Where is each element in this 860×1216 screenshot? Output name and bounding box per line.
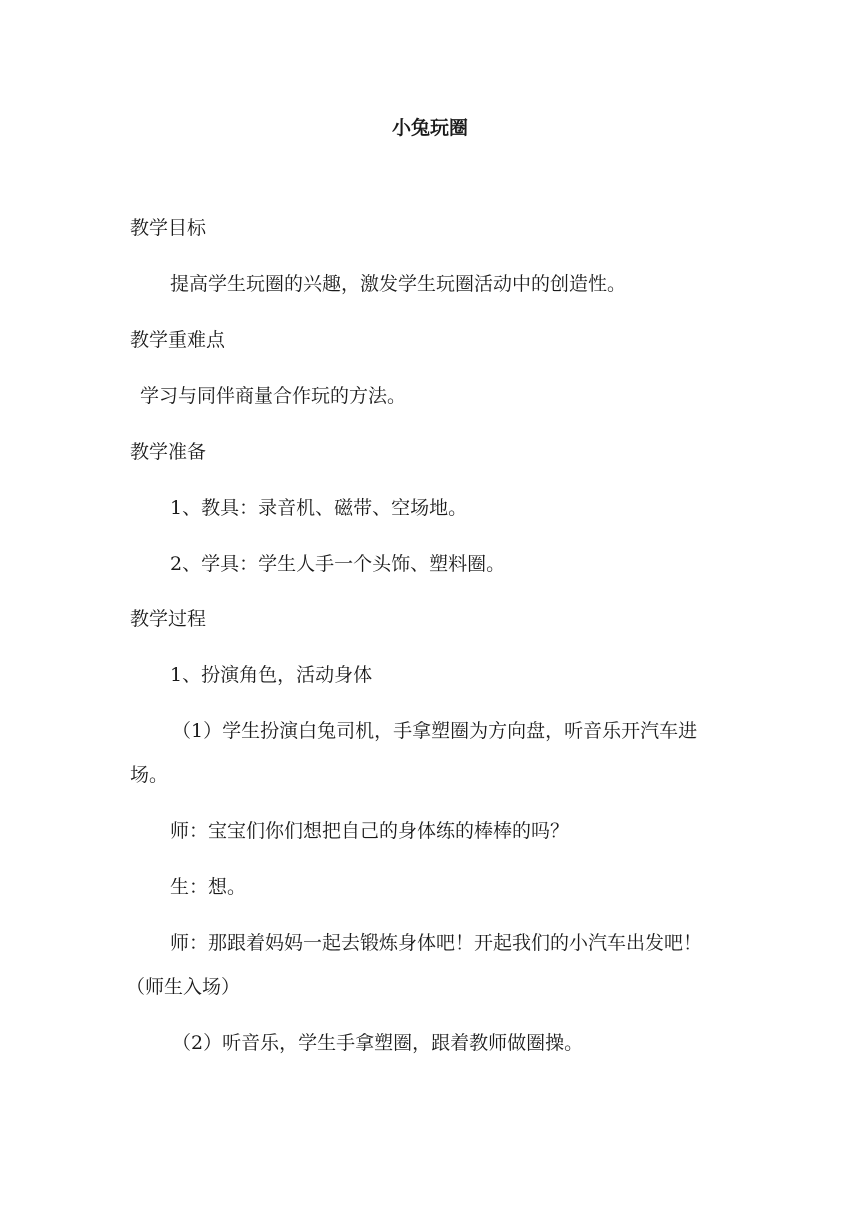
paragraph-step-1-1-line-1: （1）学生扮演白兔司机，手拿塑圈为方向盘，听音乐开汽车进 (172, 720, 698, 742)
dialogue-teacher-1: 师：宝宝们你们想把自己的身体练的棒棒的吗？ (170, 820, 570, 842)
paragraph-step-1: 1、扮演角色，活动身体 (170, 664, 373, 686)
document-title: 小兔玩圈 (391, 117, 468, 139)
paragraph-step-1-2: （2）听音乐，学生手拿塑圈，跟着教师做圈操。 (172, 1032, 584, 1054)
paragraph-learning-tools: 2、学具：学生人手一个头饰、塑料圈。 (170, 553, 506, 575)
paragraph-goals: 提高学生玩圈的兴趣，激发学生玩圈活动中的创造性。 (170, 273, 627, 295)
paragraph-key-points: 学习与同伴商量合作玩的方法。 (140, 385, 407, 407)
stage-direction-enter: （师生入场） (126, 976, 241, 998)
heading-key-points: 教学重难点 (130, 329, 226, 351)
heading-preparation: 教学准备 (130, 441, 207, 463)
paragraph-teaching-tools: 1、教具：录音机、磁带、空场地。 (170, 497, 468, 519)
paragraph-step-1-1-line-2: 场。 (130, 764, 169, 786)
heading-process: 教学过程 (130, 608, 207, 630)
dialogue-teacher-2: 师：那跟着妈妈一起去锻炼身体吧！开起我们的小汽车出发吧！ (170, 932, 703, 954)
dialogue-student-1: 生：想。 (170, 876, 247, 898)
heading-teaching-goals: 教学目标 (130, 217, 207, 239)
